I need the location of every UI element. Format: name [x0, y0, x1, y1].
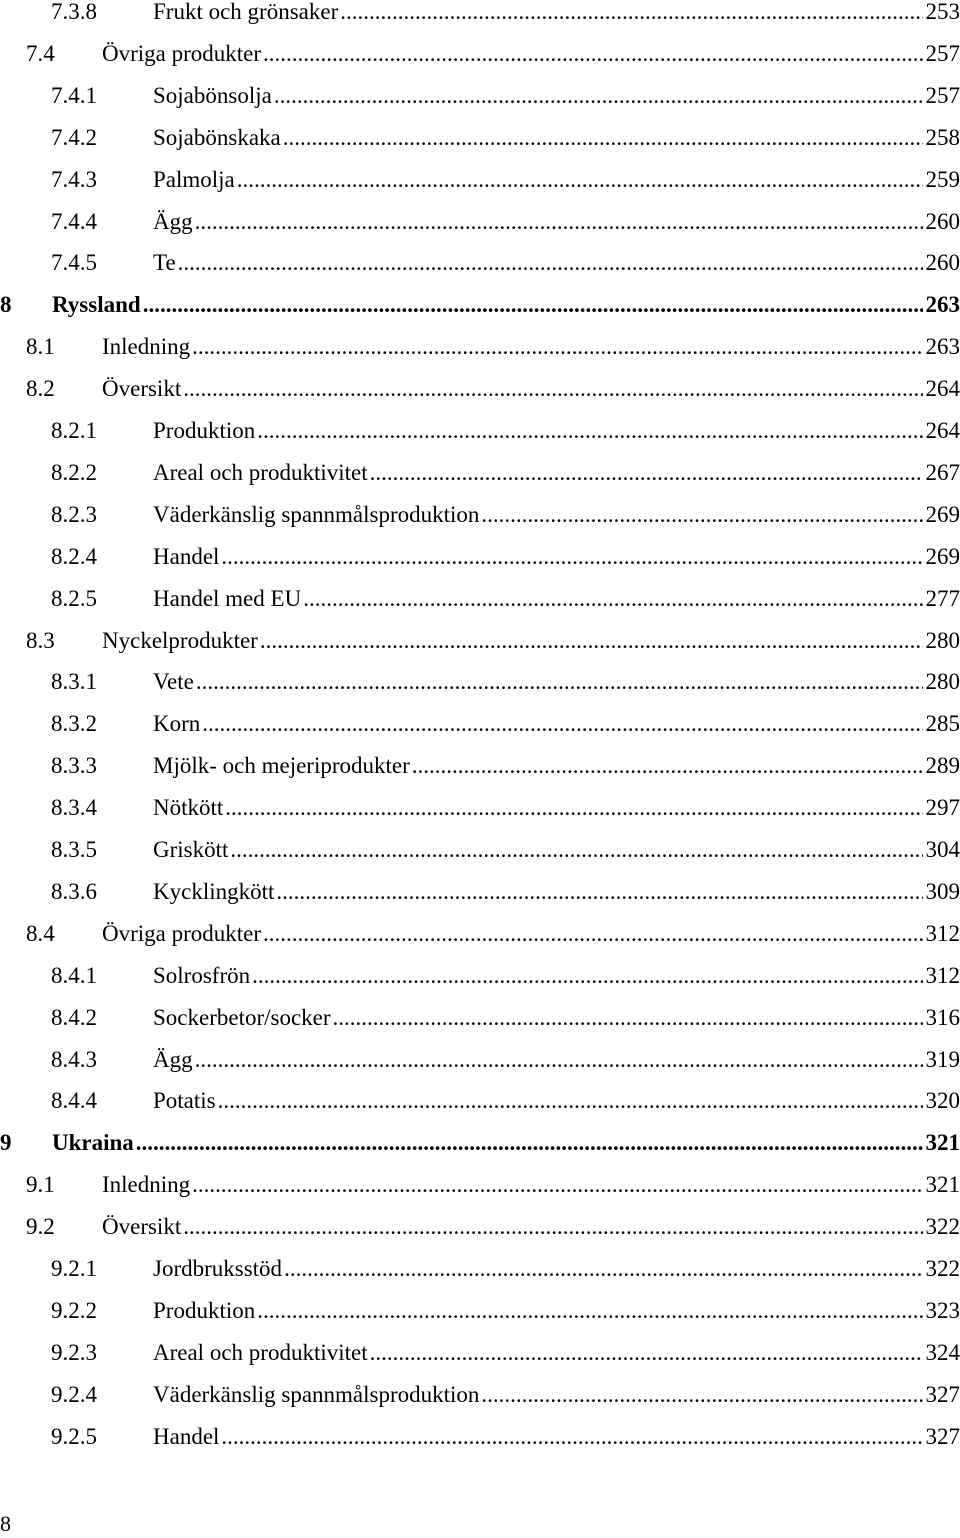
toc-entry-page-number: 280 — [923, 662, 960, 702]
dot-leader — [178, 243, 923, 283]
toc-entry-title: Handel — [153, 537, 221, 577]
toc-entry-page-number: 277 — [923, 579, 960, 619]
toc-entry-title: Handel — [153, 1417, 221, 1457]
toc-entry-page-number: 320 — [923, 1081, 960, 1121]
toc-entry-line — [153, 160, 960, 200]
toc-entry-number: 9.1 — [26, 1172, 55, 1198]
toc-entry-title: Jordbruksstöd — [153, 1249, 284, 1289]
dot-leader — [230, 830, 922, 870]
toc-entry-title: Ägg — [153, 202, 195, 242]
toc-entry-title: Sojabönsolja — [153, 76, 274, 116]
dot-leader — [136, 1123, 923, 1163]
toc-entry-line — [153, 495, 960, 535]
dot-leader — [183, 369, 922, 409]
toc-entry-number: 7.3.8 — [51, 0, 97, 24]
toc-entry[interactable] — [0, 369, 960, 409]
toc-entry-page-number: 258 — [923, 118, 960, 158]
toc-entry-page-number: 257 — [923, 34, 960, 74]
toc-entry-title: Areal och produktivitet — [153, 1333, 370, 1373]
toc-entry[interactable] — [0, 998, 960, 1038]
toc-entry[interactable] — [0, 76, 960, 116]
toc-entry-line — [153, 118, 960, 158]
toc-entry-line — [102, 914, 960, 954]
toc-entry-title: Inledning — [102, 1165, 192, 1205]
dot-leader — [263, 34, 922, 74]
toc-entry-line — [153, 1081, 960, 1121]
toc-entry[interactable] — [0, 1165, 960, 1205]
toc-entry-number: 8 — [0, 292, 12, 318]
toc-entry-page-number: 253 — [923, 0, 960, 32]
toc-entry-line — [153, 788, 960, 828]
toc-entry-line — [153, 243, 960, 283]
toc-entry-page-number: 264 — [923, 369, 960, 409]
toc-entry[interactable] — [0, 1123, 960, 1163]
toc-entry-page-number: 260 — [923, 202, 960, 242]
toc-entry-title: Kycklingkött — [153, 872, 276, 912]
toc-entry-line — [153, 411, 960, 451]
toc-entry-title: Ryssland — [52, 285, 143, 325]
toc-entry[interactable] — [0, 453, 960, 493]
toc-entry[interactable] — [0, 34, 960, 74]
toc-entry-line — [102, 621, 960, 661]
toc-entry-line — [153, 956, 960, 996]
toc-entry-title: Nötkött — [153, 788, 225, 828]
toc-entry-line — [153, 1040, 960, 1080]
dot-leader — [260, 621, 923, 661]
toc-entry-title: Produktion — [153, 1291, 257, 1331]
toc-entry-title: Produktion — [153, 411, 257, 451]
toc-entry-line — [153, 662, 960, 702]
toc-entry-line — [153, 1291, 960, 1331]
toc-entry[interactable] — [0, 579, 960, 619]
toc-entry-title: Ukraina — [52, 1123, 136, 1163]
dot-leader — [340, 0, 922, 32]
dot-leader — [225, 788, 922, 828]
toc-entry-page-number: 259 — [923, 160, 960, 200]
toc-entry-title: Sojabönskaka — [153, 118, 283, 158]
dot-leader — [195, 1040, 923, 1080]
toc-entry-page-number: 322 — [923, 1249, 960, 1289]
dot-leader — [192, 1165, 922, 1205]
toc-entry-page-number: 257 — [923, 76, 960, 116]
toc-entry-number: 9.2 — [26, 1214, 55, 1240]
toc-entry-page-number: 263 — [923, 327, 960, 367]
toc-entry-number: 8.1 — [26, 334, 55, 360]
toc-entry-title: Korn — [153, 704, 202, 744]
toc-entry-title: Ägg — [153, 1040, 195, 1080]
toc-entry[interactable] — [0, 1040, 960, 1080]
toc-entry-number: 9.2.1 — [51, 1256, 97, 1281]
dot-leader — [192, 327, 922, 367]
toc-entry[interactable] — [0, 1081, 960, 1121]
toc-entry-line — [52, 285, 960, 325]
dot-leader — [202, 704, 922, 744]
toc-entry-number: 8.3.6 — [51, 878, 97, 904]
dot-leader — [370, 453, 923, 493]
toc-entry[interactable] — [0, 1333, 960, 1373]
toc-entry[interactable] — [0, 914, 960, 954]
toc-entry-title: Palmolja — [153, 160, 237, 200]
toc-entry-title: Väderkänslig spannmålsproduktion — [153, 1375, 481, 1415]
toc-entry-page-number: 327 — [923, 1375, 960, 1415]
dot-leader — [252, 956, 922, 996]
toc-entry-number: 8.4 — [26, 920, 55, 946]
toc-entry-line — [153, 579, 960, 619]
toc-entry-page-number: 267 — [923, 453, 960, 493]
toc-entry-number: 8.2.2 — [51, 459, 97, 485]
toc-entry[interactable] — [0, 956, 960, 996]
dot-leader — [257, 1291, 922, 1331]
toc-entry-title: Te — [153, 243, 178, 283]
toc-entry[interactable] — [0, 0, 960, 32]
toc-entry-page-number: 260 — [923, 243, 960, 283]
toc-entry-number: 9.2.2 — [51, 1297, 97, 1323]
toc-entry-number: 8.4.2 — [51, 1004, 97, 1030]
toc-entry-number: 7.4.5 — [51, 250, 97, 276]
toc-entry-number: 7.4.4 — [51, 208, 97, 234]
dot-leader — [263, 914, 922, 954]
toc-entry-page-number: 321 — [923, 1165, 960, 1205]
toc-entry-line — [52, 1123, 960, 1163]
page-number: 8 — [0, 1511, 11, 1536]
toc-entry-line — [153, 1333, 960, 1373]
toc-entry-page-number: 322 — [923, 1207, 960, 1247]
toc-entry-number: 7.4 — [26, 40, 55, 66]
toc-entry-number: 8.2.3 — [51, 501, 97, 527]
toc-entry-line — [153, 0, 960, 32]
toc-entry-title: Översikt — [102, 369, 183, 409]
toc-entry[interactable] — [0, 1375, 960, 1415]
toc-entry-title: Väderkänslig spannmålsproduktion — [153, 495, 481, 535]
toc-entry-number: 8.3 — [26, 627, 55, 653]
dot-leader — [196, 662, 923, 702]
dot-leader — [481, 1375, 922, 1415]
toc-entry[interactable] — [0, 1249, 960, 1289]
toc-entry-title: Solrosfrön — [153, 956, 252, 996]
toc-entry[interactable] — [0, 704, 960, 744]
toc-entry[interactable] — [0, 160, 960, 200]
dot-leader — [481, 495, 922, 535]
toc-entry-title: Frukt och grönsaker — [153, 0, 340, 32]
dot-leader — [221, 537, 922, 577]
toc-entry-page-number: 280 — [923, 621, 960, 661]
toc-entry-number: 8.4.1 — [51, 962, 97, 988]
dot-leader — [218, 1081, 923, 1121]
toc-entry-number: 8.4.4 — [51, 1088, 97, 1114]
toc-entry[interactable] — [0, 537, 960, 577]
toc-entry-title: Inledning — [102, 327, 192, 367]
toc-entry-line — [102, 327, 960, 367]
toc-entry-page-number: 312 — [923, 956, 960, 996]
toc-entry-line — [153, 704, 960, 744]
toc-entry-title: Övriga produkter — [102, 914, 263, 954]
toc-entry-number: 8.3.5 — [51, 837, 97, 862]
toc-entry-number: 9.2.4 — [51, 1381, 97, 1407]
toc-entry-number: 8.2.1 — [51, 418, 97, 443]
toc-entry-line — [153, 998, 960, 1038]
toc-entry-line — [153, 872, 960, 912]
toc-entry-page-number: 327 — [923, 1417, 960, 1457]
toc-entry-page-number: 323 — [923, 1291, 960, 1331]
toc-entry-line — [153, 453, 960, 493]
toc-entry[interactable] — [0, 327, 960, 367]
toc-entry-number: 9.2.5 — [51, 1423, 97, 1449]
toc-entry-line — [153, 537, 960, 577]
toc-entry[interactable] — [0, 830, 960, 870]
toc-entry-title: Övriga produkter — [102, 34, 263, 74]
toc-entry-line — [153, 1375, 960, 1415]
toc-entry-title: Potatis — [153, 1081, 218, 1121]
toc-entry[interactable] — [0, 1291, 960, 1331]
toc-entry-page-number: 321 — [923, 1123, 960, 1163]
toc-entry-title: Nyckelprodukter — [102, 621, 260, 661]
toc-entry-number: 8.3.2 — [51, 711, 97, 737]
toc-entry[interactable] — [0, 788, 960, 828]
toc-entry[interactable] — [0, 285, 960, 325]
toc-entry-number: 9.2.3 — [51, 1339, 97, 1365]
dot-leader — [143, 285, 923, 325]
toc-entry[interactable] — [0, 746, 960, 786]
toc-entry-number: 9 — [0, 1130, 12, 1156]
toc-entry[interactable] — [0, 1207, 960, 1247]
toc-entry-title: Översikt — [102, 1207, 183, 1247]
toc-entry-line — [153, 830, 960, 870]
dot-leader — [183, 1207, 922, 1247]
toc-entry[interactable] — [0, 495, 960, 535]
toc-entry-title: Areal och produktivitet — [153, 453, 370, 493]
toc-entry-number: 8.3.1 — [51, 669, 97, 695]
toc-entry-title: Vete — [153, 662, 196, 702]
toc-entry[interactable] — [0, 202, 960, 242]
toc-entry-number: 7.4.1 — [51, 82, 97, 108]
dot-leader — [284, 1249, 922, 1289]
toc-entry-number: 7.4.2 — [51, 124, 97, 150]
dot-leader — [370, 1333, 923, 1373]
toc-entry-page-number: 297 — [923, 788, 960, 828]
toc-entry-line — [102, 1165, 960, 1205]
toc-entry-page-number: 269 — [923, 537, 960, 577]
toc-entry-title: Mjölk- och mejeriprodukter — [153, 746, 412, 786]
toc-entry[interactable] — [0, 1417, 960, 1457]
toc-entry-line — [153, 202, 960, 242]
toc-entry-line — [102, 1207, 960, 1247]
toc-entry[interactable] — [0, 243, 960, 283]
toc-entry-number: 8.3.3 — [51, 753, 97, 779]
toc-entry-line — [102, 369, 960, 409]
dot-leader — [303, 579, 922, 619]
dot-leader — [276, 872, 922, 912]
toc-entry-title: Sockerbetor/socker — [153, 998, 333, 1038]
toc-entry-page-number: 312 — [923, 914, 960, 954]
toc-entry-line — [153, 76, 960, 116]
dot-leader — [283, 118, 923, 158]
dot-leader — [412, 746, 923, 786]
toc-entry[interactable] — [0, 662, 960, 702]
toc-entry-page-number: 304 — [923, 830, 960, 870]
toc-entry-page-number: 264 — [923, 411, 960, 451]
toc-entry-line — [153, 1249, 960, 1289]
toc-entry-page-number: 319 — [923, 1040, 960, 1080]
dot-leader — [195, 202, 923, 242]
toc-entry-page-number: 285 — [923, 704, 960, 744]
dot-leader — [257, 411, 922, 451]
toc-entry[interactable] — [0, 872, 960, 912]
toc-entry[interactable] — [0, 118, 960, 158]
dot-leader — [333, 998, 923, 1038]
toc-entry-page-number: 269 — [923, 495, 960, 535]
dot-leader — [274, 76, 923, 116]
dot-leader — [221, 1417, 922, 1457]
toc-entry-page-number: 289 — [923, 746, 960, 786]
toc-entry-number: 8.2.4 — [51, 543, 97, 569]
toc-entry-number: 8.2.5 — [51, 585, 97, 611]
toc-entry-title: Handel med EU — [153, 579, 303, 619]
toc-entry-number: 8.4.3 — [51, 1046, 97, 1072]
toc-entry-page-number: 324 — [923, 1333, 960, 1373]
toc-entry-page-number: 309 — [923, 872, 960, 912]
toc-entry-page-number: 316 — [923, 998, 960, 1038]
toc-entry-line — [102, 34, 960, 74]
toc-entry-number: 7.4.3 — [51, 166, 97, 192]
toc-entry[interactable] — [0, 411, 960, 451]
toc-entry-number: 8.2 — [26, 376, 55, 402]
toc-entry-line — [153, 746, 960, 786]
toc-entry-line — [153, 1417, 960, 1457]
toc-entry-number: 8.3.4 — [51, 795, 97, 821]
toc-entry[interactable] — [0, 621, 960, 661]
toc-entry-title: Griskött — [153, 830, 230, 870]
dot-leader — [237, 160, 923, 200]
toc-entry-page-number: 263 — [923, 285, 960, 325]
